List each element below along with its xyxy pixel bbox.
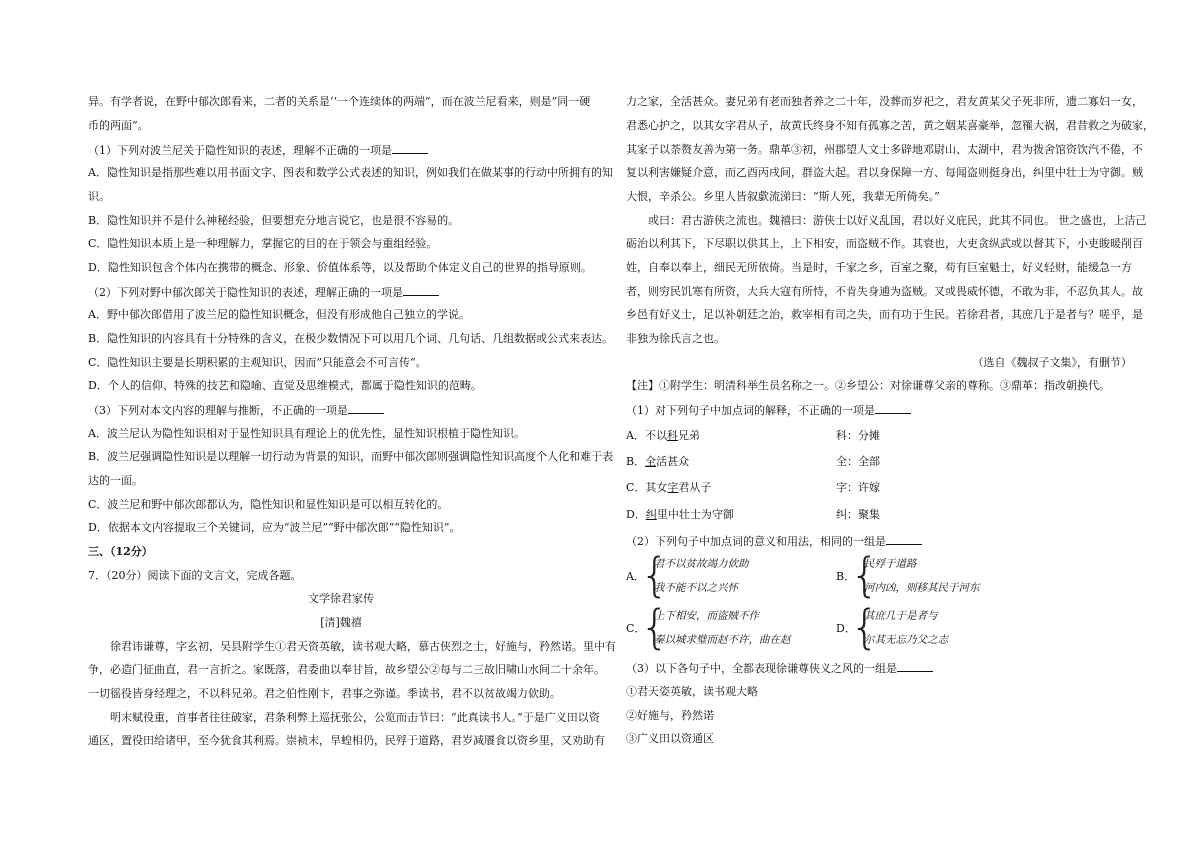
answer-blank bbox=[348, 402, 384, 414]
passage-line: 通区，置役田给诸甲，至今犹食其利焉。崇祯末，旱蝗相仍，民殍于道路，君岁减餍食以资乡里，又劝助有 bbox=[88, 734, 605, 747]
footnote: 【注】①附学生：明清科举生员名称之一。②乡望公：对徐谦尊父亲的尊称。③鼎革：指改朝换代。 bbox=[626, 379, 1110, 392]
question-stem: （3）下列对本文内容的理解与推断，不正确的一项是 bbox=[88, 402, 594, 417]
option-line: A．波兰尼认为隐性知识相对于显性知识具有理论上的优先性，显性知识根植于隐性知识。 bbox=[88, 427, 525, 440]
passage-line: 币的两面“。 bbox=[88, 119, 149, 132]
option-b-group bbox=[836, 548, 1096, 602]
option-line: 达的一面。 bbox=[88, 474, 143, 487]
passage-line: 君悉心护之，以其女字君从子，故黄氏终身不知有孤寡之苦，黄之姻某喜豪举，忽罹大祸，君昔救之为破家， bbox=[626, 119, 1154, 132]
option-c-group bbox=[626, 600, 826, 654]
sentence-one: 民殍于道路 bbox=[864, 558, 917, 570]
choice-item: ③广义田以资通区 bbox=[626, 732, 714, 745]
option-line: B．波兰尼强调隐性知识是以理解一切行动为背景的知识，而野中郁次郎则强调隐性知识高度个人化和难于表 bbox=[88, 450, 614, 463]
choice-item: ②好施与，矜然诺 bbox=[626, 709, 714, 722]
option-letter: A． bbox=[626, 570, 645, 583]
brace-glyph: { bbox=[850, 600, 880, 654]
option-line: B．隐性知识并不是什么神秘经验，但要想充分地言说它，也是很不容易的。 bbox=[88, 214, 460, 227]
passage-line: 砺治以利其下，下尽职以供其上，上下相安，而盗贼不作。其衰也，大吏贪纵武或以督其下，小吏睃暖削百 bbox=[626, 237, 1143, 250]
question-stem: （1）下列对波兰尼关于隐性知识的表述，理解不正确的一项是 bbox=[88, 142, 594, 157]
option-line: D．个人的信仰、特殊的技艺和隐喻、直觉及思维模式，都属于隐性知识的范畴。 bbox=[88, 379, 482, 392]
option-line: C．波兰尼和野中郁次郎都认为，隐性知识和显性知识是可以相互转化的。 bbox=[88, 498, 449, 511]
sentence-one: 上下相安，而盗贼不作 bbox=[654, 610, 759, 622]
brace-glyph: { bbox=[850, 548, 880, 602]
answer-blank bbox=[392, 142, 428, 154]
option-letter: D． bbox=[836, 622, 856, 635]
brace-glyph: { bbox=[640, 600, 670, 654]
option-d-group bbox=[836, 600, 1096, 654]
sentence-two: 尔其无忘乃父之志 bbox=[864, 634, 948, 646]
question-stem: （1）对下列句子中加点词的解释，不正确的一项是 bbox=[626, 402, 1132, 417]
passage-line: 乡邑有好义士，足以补朝廷之治，救宰相有司之失，而有功于生民。若徐君者，其庶几于是者与？嗟乎，是 bbox=[626, 308, 1143, 321]
option-line: D．依据本文内容提取三个关键词，应为“波兰尼”“野中郁次郎”“隐性知识”。 bbox=[88, 521, 461, 534]
passage-line: 徐君讳谦尊，字玄初，吴县附学生①君天资英敏，读书观大略，慕古侠烈之士，好施与，矜然诺。里中有 bbox=[110, 640, 616, 653]
passage-title: 文学徐君家传 bbox=[308, 592, 374, 605]
passage-line: 力之家，全活甚众。妻兄弟有老而独者养之二十年，没葬而岁祀之，君友黄某父子死非所，遗二寡妇一女， bbox=[626, 95, 1143, 108]
marked-word: 科 bbox=[666, 429, 678, 442]
passage-line: 大恨，辛杀公。乡里人皆叙歔流涕曰：“斯人死，我辈无所倚矣。” bbox=[626, 190, 940, 203]
sentence-one: 君不以贫故竭力佽助 bbox=[654, 558, 749, 570]
option-line: 识。 bbox=[88, 190, 110, 203]
option-line: D．隐性知识包含个体内在携带的概念、形象、价值体系等，以及帮助个体定义自己的世界的指导原则。 bbox=[88, 261, 592, 274]
option-gloss: 全：全部 bbox=[836, 455, 880, 468]
brace-glyph: { bbox=[640, 548, 670, 602]
question-stem: （2）下列句子中加点词的意义和用法，相同的一组是 bbox=[626, 533, 1132, 548]
choice-item: ①君天姿英敏，读书观大略 bbox=[626, 685, 758, 698]
question-stem: 7．（20分）阅读下面的文言文，完成各题。 bbox=[88, 569, 302, 582]
option-letter: C． bbox=[626, 622, 646, 635]
option-letter: B． bbox=[836, 570, 856, 583]
passage-line: 复以利害嫌疑介意，而乙酉丙戌间，群盗大起。君以身保障一方、每闻盗则挺身出，纠里中壮士为守御。贼 bbox=[626, 166, 1143, 179]
option-line: A．隐性知识是指那些难以用书面文字、图表和数学公式表述的知识，例如我们在做某事的行动中所拥有的知 bbox=[88, 166, 613, 179]
passage-line: 异。有学者说，在野中郁次郎看来，二者的关系是‘‘一个连续体的两端”，而在波兰尼看来，则是”同一硬 bbox=[88, 95, 591, 108]
sentence-two: 河内凶，则移其民于河东 bbox=[864, 582, 980, 594]
sentence-two: 我不能不以之兴怀 bbox=[654, 582, 738, 594]
section-heading: 三、（12分） bbox=[88, 545, 153, 558]
option-line: B．隐性知识的内容具有十分特殊的含义，在极少数情况下可以用几个词、几句话、几组数据或公式来表达。 bbox=[88, 332, 614, 345]
passage-line: 或曰：君古游侠之流也。魏禧曰：游侠士以好义乱国，君以好义庇民，此其不同也。 世之盛也，上洁己 bbox=[648, 214, 1147, 227]
passage-line: 明末赋役重，首事者往往破家，君条利弊上巡抚张公，公览而击节曰：“此真读书人。”于是广义田以资 bbox=[110, 711, 600, 724]
passage-line: 争，必造门征曲直，君一言折之。家既落，君委曲以奉甘旨，故乡望公②每与二三故旧啸山水间二十余年。 bbox=[88, 663, 605, 676]
question-stem: （3）以下各句子中，全都表现徐谦尊侠义之风的一组是 bbox=[626, 660, 1132, 675]
answer-blank bbox=[875, 402, 911, 414]
passage-line: 姓，自奉以奉上，细民无所依倚。当是时，千家之乡，百室之聚，苟有巨室魁士，好义轻财，能缓急一方 bbox=[626, 261, 1132, 274]
marked-word: 纠 bbox=[645, 508, 657, 521]
passage-line: 者，则穷民饥寒有所资，大兵大寇有所恃，不肯失身逋为盗贼。又或畏威怀德，不敢为非，不忍负其人。故 bbox=[626, 285, 1143, 298]
option-line: C．隐性知识主要是长期积累的主观知识，因而”只能意会不可言传“。 bbox=[88, 356, 427, 369]
sentence-one: 其庶几于是者与 bbox=[864, 610, 938, 622]
marked-word: 全 bbox=[645, 455, 657, 468]
answer-blank bbox=[897, 660, 933, 672]
source-note: （选自《魏叔子文集》，有删节） bbox=[972, 356, 1132, 369]
option-gloss: 科：分摊 bbox=[836, 429, 880, 442]
passage-line: 非独为徐氏言之也。 bbox=[626, 332, 725, 345]
option-line: A．野中郁次郎借用了波兰尼的隐性知识概念，但没有形成他自己独立的学说。 bbox=[88, 308, 470, 321]
option-line: C．隐性知识本质上是一种理解力，掌握它的目的在于领会与重组经验。 bbox=[88, 237, 438, 250]
marked-word: 字 bbox=[667, 481, 679, 494]
option-line: D．纠里中壮士为守御 纠：聚集 bbox=[626, 508, 880, 521]
sentence-two: 秦以城求璧而赵不许，曲在赵 bbox=[654, 634, 791, 646]
passage-line: 一切徭役皆身经理之，不以科兄弟。君之伯性刚卞，君事之弥谨。季读书，君不以贫故竭力佽助。 bbox=[88, 687, 561, 700]
answer-blank bbox=[403, 284, 439, 296]
option-line: C．其女字君从子 字：许嫁 bbox=[626, 481, 880, 494]
question-stem: （2）下列对野中郁次郎关于隐性知识的表述，理解正确的一项是 bbox=[88, 284, 594, 299]
option-a-group bbox=[626, 548, 826, 602]
passage-author: [清]魏禧 bbox=[320, 616, 362, 629]
passage-line: 其家子以荼赘友善为第一务。鼎革③初，州郡望人文士多辟地邓尉山、太湖中，君为拨舍馆资饮汽不倦，不 bbox=[626, 143, 1143, 156]
option-gloss: 纠：聚集 bbox=[836, 508, 880, 521]
option-line: B．全活甚众 全：全部 bbox=[626, 455, 880, 468]
option-line: A．不以科兄弟 科：分摊 bbox=[626, 429, 880, 442]
option-gloss: 字：许嫁 bbox=[836, 481, 880, 494]
answer-blank bbox=[886, 533, 922, 545]
